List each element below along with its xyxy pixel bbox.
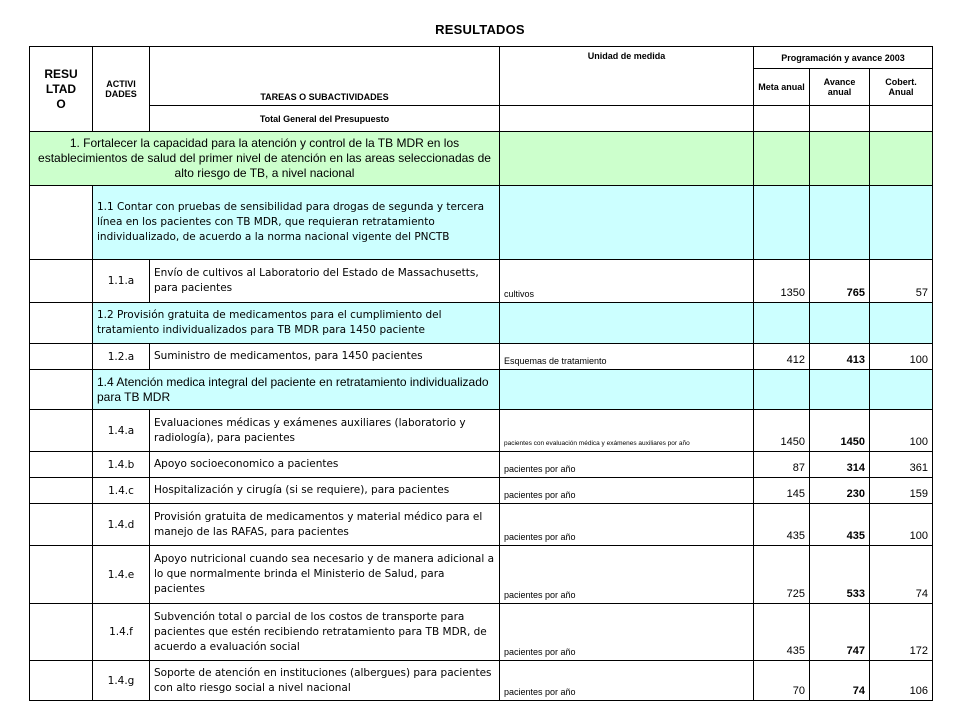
- header-cobertura: Cobert. Anual: [870, 69, 933, 106]
- empty-cell: [30, 344, 93, 370]
- empty-cell: [870, 303, 933, 344]
- results-table: [29, 46, 933, 701]
- task-unit: pacientes por año: [500, 478, 754, 504]
- empty-cell: [810, 106, 870, 132]
- header-actividades: ACTIVI DADES: [93, 47, 150, 132]
- task-code: 1.4.f: [93, 604, 150, 661]
- empty-cell: [30, 303, 93, 344]
- task-row: [30, 604, 933, 661]
- task-meta: 70: [754, 661, 810, 701]
- empty-cell: [30, 478, 93, 504]
- task-code: 1.4.c: [93, 478, 150, 504]
- task-text: Provisión gratuita de medicamentos y material médico para el manejo de las RAFAS, para pacientes: [150, 504, 500, 546]
- task-text: Apoyo nutricional cuando sea necesario y de manera adicional a lo que normalmente brinda el Ministerio de Salud, para pacientes: [150, 546, 500, 604]
- task-row: [30, 546, 933, 604]
- empty-cell: [870, 370, 933, 410]
- task-avance: 230: [810, 478, 870, 504]
- empty-cell: [30, 370, 93, 410]
- task-avance: 413: [810, 344, 870, 370]
- activity-row: [30, 186, 933, 260]
- task-code: 1.2.a: [93, 344, 150, 370]
- task-avance: 1450: [810, 410, 870, 452]
- task-row: [30, 344, 933, 370]
- empty-cell: [500, 106, 754, 132]
- task-cobertura: 100: [870, 344, 933, 370]
- task-text: Hospitalización y cirugía (si se requiere), para pacientes: [150, 478, 500, 504]
- empty-cell: [870, 132, 933, 186]
- task-text: Evaluaciones médicas y exámenes auxiliares (laboratorio y radiología), para pacientes: [150, 410, 500, 452]
- task-meta: 412: [754, 344, 810, 370]
- header-tareas: TAREAS O SUBACTIVIDADES: [150, 47, 500, 106]
- task-meta: 1350: [754, 260, 810, 303]
- task-code: 1.4.e: [93, 546, 150, 604]
- task-unit: pacientes por año: [500, 504, 754, 546]
- task-row: [30, 452, 933, 478]
- empty-cell: [754, 186, 810, 260]
- empty-cell: [810, 186, 870, 260]
- task-code: 1.4.a: [93, 410, 150, 452]
- empty-cell: [30, 504, 93, 546]
- task-unit: pacientes por año: [500, 604, 754, 661]
- empty-cell: [870, 106, 933, 132]
- task-avance: 435: [810, 504, 870, 546]
- empty-cell: [30, 452, 93, 478]
- header-programacion: Programación y avance 2003: [754, 47, 933, 69]
- task-unit: cultivos: [500, 260, 754, 303]
- task-unit: Esquemas de tratamiento: [500, 344, 754, 370]
- header-resultado: RESU LTAD O: [30, 47, 93, 132]
- task-meta: 87: [754, 452, 810, 478]
- task-row: [30, 478, 933, 504]
- activity-row: [30, 303, 933, 344]
- header-unidad: Unidad de medida: [500, 47, 754, 106]
- task-code: 1.4.g: [93, 661, 150, 701]
- task-avance: 765: [810, 260, 870, 303]
- activity-text: 1.4 Atención medica integral del paciente en retratamiento individualizado para TB MDR: [93, 370, 500, 410]
- task-text: Apoyo socioeconomico a pacientes: [150, 452, 500, 478]
- empty-cell: [810, 132, 870, 186]
- empty-cell: [754, 303, 810, 344]
- task-cobertura: 100: [870, 410, 933, 452]
- task-meta: 435: [754, 604, 810, 661]
- empty-cell: [754, 370, 810, 410]
- empty-cell: [500, 132, 754, 186]
- budget-row: [30, 106, 933, 132]
- empty-cell: [754, 106, 810, 132]
- activity-text: 1.1 Contar con pruebas de sensibilidad para drogas de segunda y tercera línea en los pacientes con TB MDR, que requieran retratamiento individualizado, de acuerdo a la norma nacional vigente del PNCTB: [93, 186, 500, 260]
- page-title: RESULTADOS: [435, 22, 525, 37]
- empty-cell: [30, 186, 93, 260]
- empty-cell: [30, 546, 93, 604]
- task-meta: 435: [754, 504, 810, 546]
- task-avance: 533: [810, 546, 870, 604]
- task-unit: pacientes con evaluación médica y exámenes auxiliares por año: [500, 410, 754, 452]
- header-avance: Avance anual: [810, 69, 870, 106]
- task-unit: pacientes por año: [500, 661, 754, 701]
- empty-cell: [754, 132, 810, 186]
- task-row: [30, 410, 933, 452]
- task-row: [30, 661, 933, 701]
- task-avance: 747: [810, 604, 870, 661]
- task-text: Soporte de atención en instituciones (albergues) para pacientes con alto riesgo social a nivel nacional: [150, 661, 500, 701]
- task-avance: 74: [810, 661, 870, 701]
- header-meta: Meta anual: [754, 69, 810, 106]
- task-text: Subvención total o parcial de los costos de transporte para pacientes que estén recibiendo retratamiento para TB MDR, de acuerdo a evaluación social: [150, 604, 500, 661]
- task-cobertura: 106: [870, 661, 933, 701]
- task-meta: 145: [754, 478, 810, 504]
- header-presupuesto: Total General del Presupuesto: [150, 106, 500, 132]
- empty-cell: [30, 410, 93, 452]
- empty-cell: [500, 370, 754, 410]
- task-code: 1.1.a: [93, 260, 150, 303]
- task-cobertura: 159: [870, 478, 933, 504]
- task-code: 1.4.d: [93, 504, 150, 546]
- task-meta: 725: [754, 546, 810, 604]
- task-row: [30, 504, 933, 546]
- activity-row: [30, 370, 933, 410]
- task-code: 1.4.b: [93, 452, 150, 478]
- empty-cell: [30, 260, 93, 303]
- objective-text: 1. Fortalecer la capacidad para la atención y control de la TB MDR en los establecimientos de salud del primer nivel de atención en las areas seleccionadas de alto riesgo de TB, a nivel nacional: [30, 132, 500, 186]
- task-cobertura: 361: [870, 452, 933, 478]
- empty-cell: [810, 370, 870, 410]
- task-unit: pacientes por año: [500, 546, 754, 604]
- task-unit: pacientes por año: [500, 452, 754, 478]
- empty-cell: [810, 303, 870, 344]
- empty-cell: [500, 303, 754, 344]
- task-cobertura: 100: [870, 504, 933, 546]
- task-text: Suministro de medicamentos, para 1450 pacientes: [150, 344, 500, 370]
- task-cobertura: 74: [870, 546, 933, 604]
- header-row: [30, 47, 933, 69]
- empty-cell: [500, 186, 754, 260]
- empty-cell: [30, 661, 93, 701]
- objective-row: [30, 132, 933, 186]
- empty-cell: [870, 186, 933, 260]
- task-row: [30, 260, 933, 303]
- task-avance: 314: [810, 452, 870, 478]
- empty-cell: [30, 604, 93, 661]
- task-text: Envío de cultivos al Laboratorio del Estado de Massachusetts, para pacientes: [150, 260, 500, 303]
- task-cobertura: 57: [870, 260, 933, 303]
- activity-text: 1.2 Provisión gratuita de medicamentos para el cumplimiento del tratamiento individualizados para TB MDR para 1450 paciente: [93, 303, 500, 344]
- task-meta: 1450: [754, 410, 810, 452]
- task-cobertura: 172: [870, 604, 933, 661]
